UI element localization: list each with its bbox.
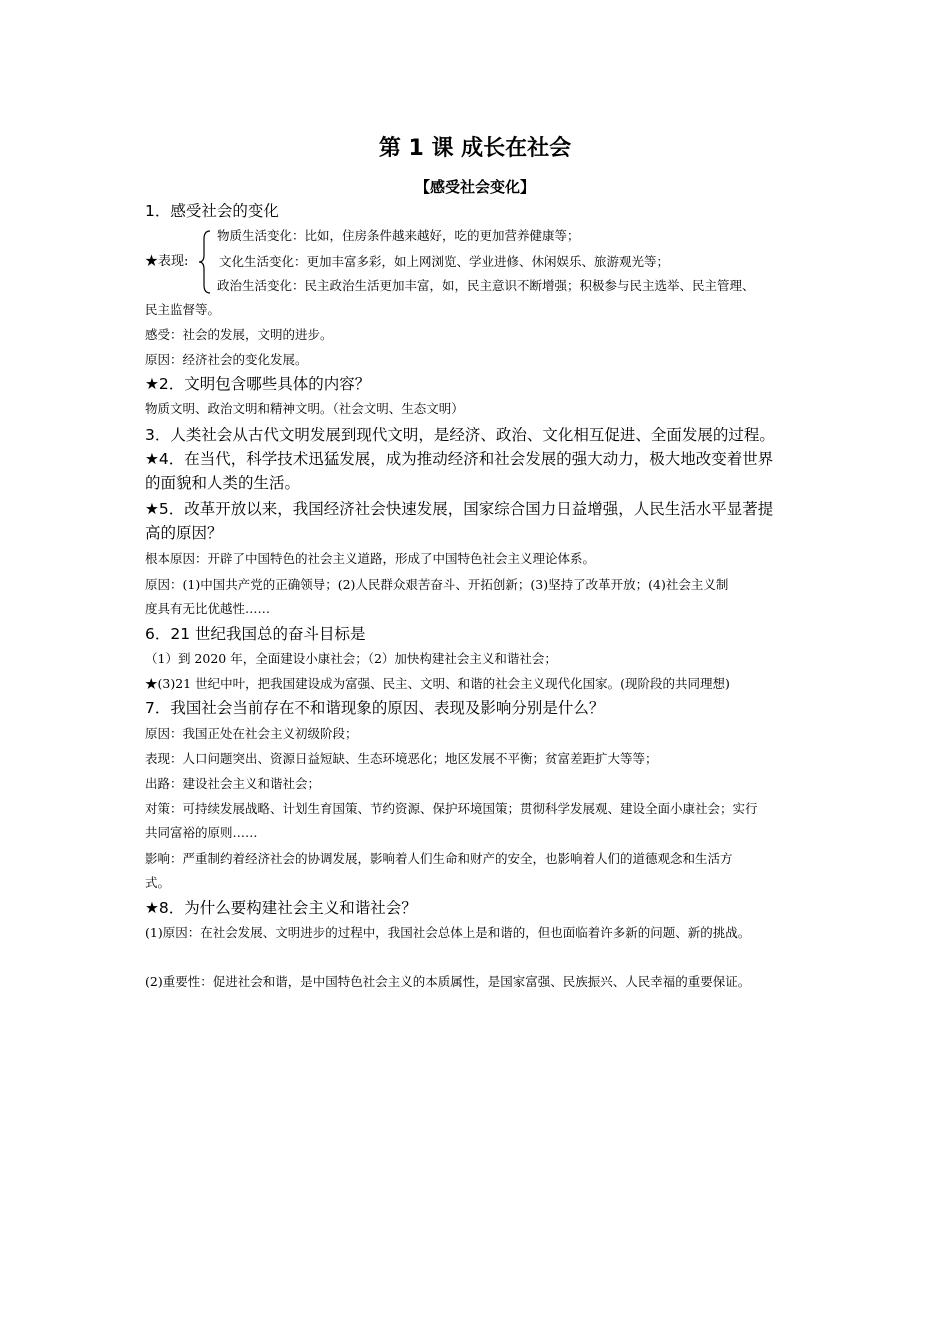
q2-answer: 物质文明、政治文明和精神文明。（社会文明、生态文明） bbox=[145, 401, 464, 416]
q1-item-politics-cont: 民主监督等。 bbox=[145, 302, 221, 317]
q5-heading-line2: 高的原因？ bbox=[145, 524, 223, 542]
q7-impact-line2: 式。 bbox=[145, 875, 171, 890]
q8-answer-a: (1)原因：在社会发展、文明进步的过程中，我国社会总体上是和谐的，但也面临着许多新的问题、新的挑战。 bbox=[145, 925, 751, 940]
q7-reason: 原因：我国正处在社会主义初级阶段； bbox=[145, 726, 358, 741]
q1-item-material: 物质生活变化：比如，住房条件越来越好，吃的更加营养健康等； bbox=[217, 228, 580, 243]
q1-heading: 1．感受社会的变化 bbox=[145, 202, 279, 220]
q6-goal-b: ★(3)21 世纪中叶，把我国建设成为富强、民主、文明、和谐的社会主义现代化国家。(现阶段的共同理想) bbox=[145, 676, 730, 691]
q7-heading: 7．我国社会当前存在不和谐现象的原因、表现及影响分别是什么？ bbox=[145, 699, 605, 717]
q2-heading: ★2．文明包含哪些具体的内容？ bbox=[145, 375, 371, 393]
q4-text-line1: ★4．在当代，科学技术迅猛发展，成为推动经济和社会发展的强大动力，极大地改变着世界 bbox=[145, 450, 774, 468]
q8-heading: ★8．为什么要构建社会主义和谐社会？ bbox=[145, 899, 417, 917]
q4-text-line2: 的面貌和人类的生活。 bbox=[145, 474, 301, 492]
q7-measures-line1: 对策：可持续发展战略、计划生育国策、节约资源、保护环境国策；贯彻科学发展观、建设全面小康社会；实行 bbox=[145, 801, 758, 816]
q7-show: 表现：人口问题突出、资源日益短缺、生态环境恶化；地区发展不平衡；贫富差距扩大等等； bbox=[145, 751, 658, 766]
page-title: 第 1 课 成长在社会 bbox=[378, 136, 572, 161]
q5-reasons-line2: 度具有无比优越性…… bbox=[145, 601, 271, 616]
brace-icon bbox=[198, 229, 212, 295]
q8-answer-b: (2)重要性：促进社会和谐，是中国特色社会主义的本质属性，是国家富强、民族振兴、人民幸福的重要保证。 bbox=[145, 974, 751, 989]
q1-feel: 感受：社会的发展，文明的进步。 bbox=[145, 327, 333, 342]
q7-impact-line1: 影响：严重制约着经济社会的协调发展，影响着人们生命和财产的安全，也影响着人们的道德观念和生活方 bbox=[145, 851, 733, 866]
q1-item-culture: 文化生活变化：更加丰富多彩，如上网浏览、学业进修、休闲娱乐、旅游观光等； bbox=[219, 254, 670, 269]
q7-measures-line2: 共同富裕的原则…… bbox=[145, 825, 258, 840]
q1-label: ★表现: bbox=[145, 254, 189, 269]
q6-heading: 6．21 世纪我国总的奋斗目标是 bbox=[145, 625, 366, 643]
q1-item-politics: 政治生活变化：民主政治生活更加丰富，如，民主意识不断增强；积极参与民主选举、民主管理、 bbox=[217, 278, 755, 293]
q5-heading-line1: ★5．改革开放以来，我国经济社会快速发展，国家综合国力日益增强，人民生活水平显著提 bbox=[145, 500, 774, 518]
section-heading: 【感受社会变化】 bbox=[414, 178, 535, 196]
q6-goal-a: （1）到 2020 年，全面建设小康社会；（2）加快构建社会主义和谐社会； bbox=[145, 651, 557, 666]
q3-text: 3．人类社会从古代文明发展到现代文明，是经济、政治、文化相互促进、全面发展的过程。 bbox=[145, 426, 775, 444]
q1-reason: 原因：经济社会的变化发展。 bbox=[145, 352, 308, 367]
q7-way: 出路：建设社会主义和谐社会； bbox=[145, 776, 321, 791]
q5-reasons-line1: 原因：(1)中国共产党的正确领导；(2)人民群众艰苦奋斗、开拓创新；(3)坚持了改革开放；(4)社会主义制 bbox=[145, 577, 729, 592]
q5-root-reason: 根本原因：开辟了中国特色的社会主义道路，形成了中国特色社会主义理论体系。 bbox=[145, 551, 596, 566]
